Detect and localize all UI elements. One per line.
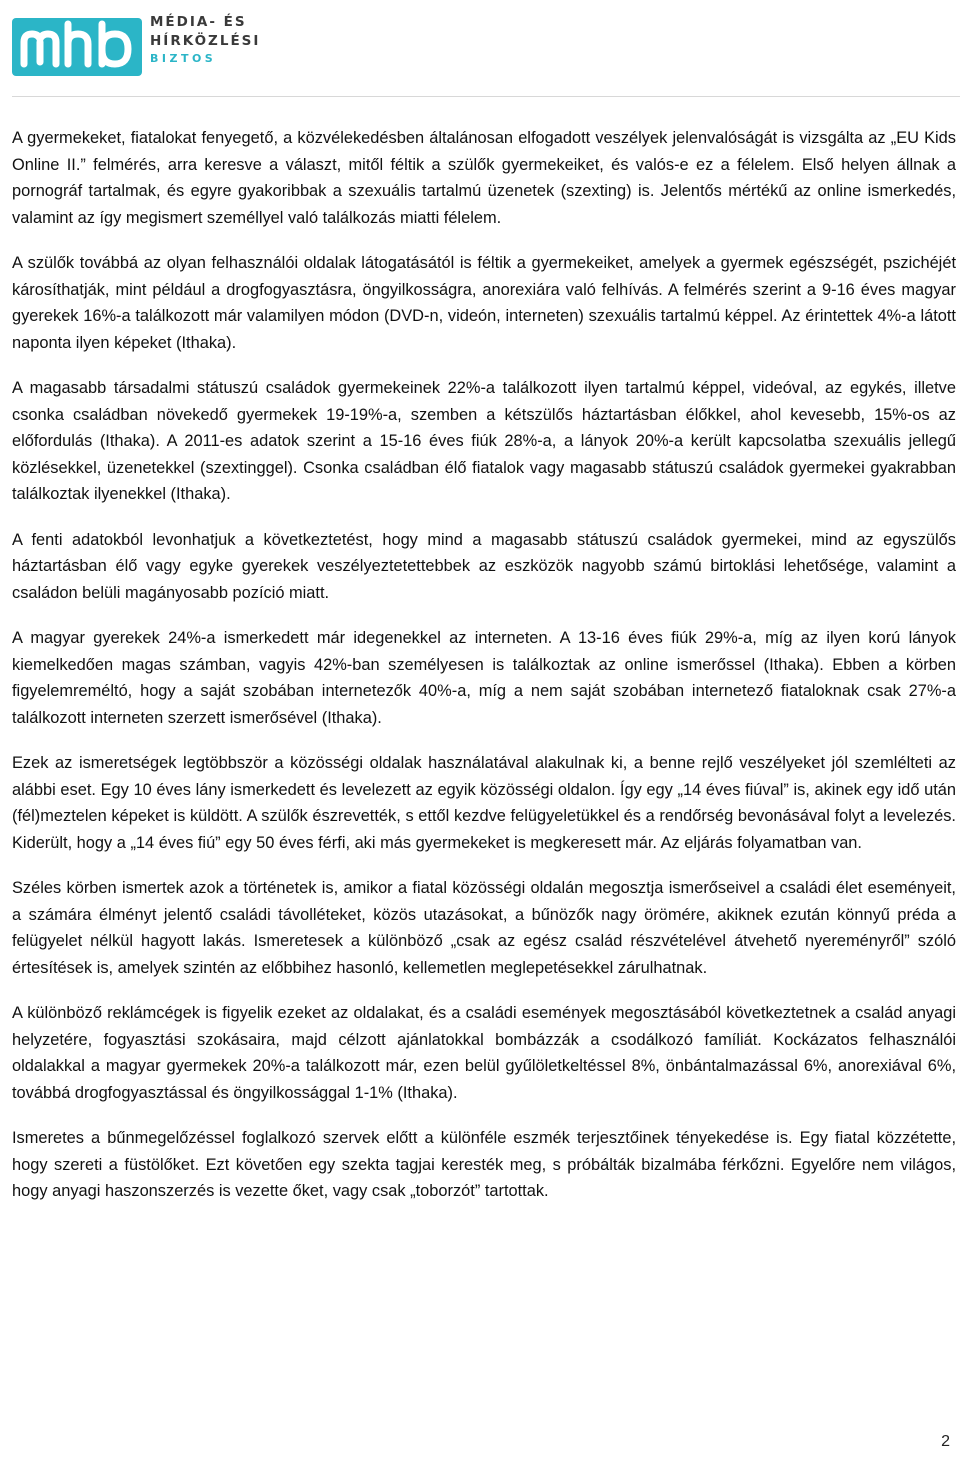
paragraph: A magasabb társadalmi státuszú családok gyermekeinek 22%-a találkozott ilyen tartalmú képpel, videóval, az egykés, illetve csonka családban növekedő gyermekek 19-19%-a, szemben a kétszülős háztartásban élőkkel, ahol kevesebb, 15%-os az előfordulás (Ithaka). A 2011-es adatok szerint a 15-16 éves fiúk 28%-a, a lányok 20%-a került kapcsolatba szexuális jellegű közlésekkel, üzenetekkel (szextinggel). Csonka családban élő fiatalok vagy magasabb státuszú családok gyermekei gyakrabban találkoztak ilyenekkel (Ithaka). [12, 379, 956, 503]
mhb-logo-icon [12, 18, 142, 76]
paragraph: Széles körben ismertek azok a történetek is, amikor a fiatal közösségi oldalán megosztja ismerőseivel a családi élet eseményeit, a számára élményt jelentő családi távolléteket, közös utazásokat, a bűnözők nagy örömére, akiknek ezután könnyű préda a felügyelet nélkül hagyott lakás. Ismeretesek a különböző „csak az egész család részvételével átvehető nyereményről” szóló értesítések is, amelyek szintén az előbbihez hasonló, kellemetlen meglepetésekkel zárulhatnak. [12, 879, 956, 977]
paragraph: Ismeretes a bűnmegelőzéssel foglalkozó szervek előtt a különféle eszmék terjesztőinek tényekedése is. Egy fiatal közzétette, hogy szereti a füstölőket. Ezt követően egy szekta tagjai keresték meg, s próbálták bizalmába férkőzni. Egyelőre nem világos, hogy anyagi haszonszerzés is vezette őket, vagy csak „toborzót” tartottak. [12, 1129, 956, 1200]
paragraph: Ezek az ismeretségek legtöbbször a közösségi oldalak használatával alakulnak ki, a benne rejlő veszélyeket jól szemlélteti az alábbi eset. Egy 10 éves lány ismerkedett és levelezett az egyik közösségi oldalon. Így egy „14 éves fiúval” is, akinek egy idő után (fél)meztelen képeket is küldött. A szülők észrevették, s ettől kezdve felügyeletükkel és a rendőrség bevonásával folyt a levelezés. Kiderült, hogy a „14 éves fiú” egy 50 éves férfi, aki más gyermekeket is megkeresett már. Az eljárás folyamatban van. [12, 754, 956, 852]
paragraph: A fenti adatokból levonhatjuk a következtetést, hogy mind a magasabb státuszú családok gyermekei, mind az egyszülős háztartásban élő vagy egyke gyerekek veszélyeztetettebbek az eszközök nagyobb számú birtoklási lehetősége, valamint a családon belüli magányosabb pozíció miatt. [12, 530, 956, 602]
logo-line-1: MÉDIA- ÉS [150, 14, 247, 30]
paragraph: A különböző reklámcégek is figyelik ezeket az oldalakat, és a családi események megosztásából következtetnek a család anyagi helyzetére, fogyasztási szokásaira, majd célzott ajánlatokkal bombázzák a csodálkozó famíliát. Kockázatos felhasználói oldalakkal a magyar gyermekek 20%-a találkozott már, ezen belül gyűlöletkeltéssel 8%, önbántalmazással 6%, anorexiával 6%, továbbá drogfogyasztással és öngyilkossággal 1-1% (Ithaka). [12, 1004, 956, 1102]
logo-line-2: HÍRKÖZLÉSI [150, 32, 261, 49]
paragraph: A gyermekeket, fiatalokat fenyegető, a közvélekedésben általánosan elfogadott veszélyek jelenvalóságát is vizsgálta az „EU Kids Online II.” felmérés, arra keresve a választ, mitől féltik a szülők gyermekeiket, és valós-e ez a félelem. Első helyen állnak a pornográf tartalmak, és egyre gyakoribbak a szexuális tartalmú üzenetek (szexting) is. Jelentős mértékű az online ismerkedés, valamint az így megismert személlyel való találkozás miatti félelem. [12, 129, 956, 227]
paragraph: A magyar gyerekek 24%-a ismerkedett már idegenekkel az interneten. A 13-16 éves fiúk 29%-a, míg az ilyen korú lányok kiemelkedően magas számban, vagyis 42%-ban személyesen is találkoztak az online ismerőssel (Ithaka). Ebben a körben figyelemreméltó, hogy a saját szobában internetezők 40%-a, míg a nem saját szobában internetező fiataloknak csak 27%-a találkozott interneten szerzett ismerősével (Ithaka). [12, 629, 956, 727]
page-number: 2 [941, 1433, 950, 1450]
document-body [12, 125, 956, 1224]
paragraph: A szülők továbbá az olyan felhasználói oldalak látogatásától is féltik a gyermekeiket, amelyek a gyermek egészségét, pszichéjét károsíthatják, mint például a drogfogyasztásra, öngyilkosságra, anorexiára való felhívás. A felmérés szerint a 9-16 éves magyar gyerekek 16%-a találkozott már valamilyen módon (DVD-n, videón, interneten) szexuális tartalmú képpel. Az érintettek 4%-a látott naponta ilyen képeket (Ithaka). [12, 254, 956, 352]
logo-line-3: BIZTOS [150, 52, 217, 65]
header-divider [12, 96, 960, 97]
logo-text [150, 16, 260, 64]
header [12, 10, 272, 80]
